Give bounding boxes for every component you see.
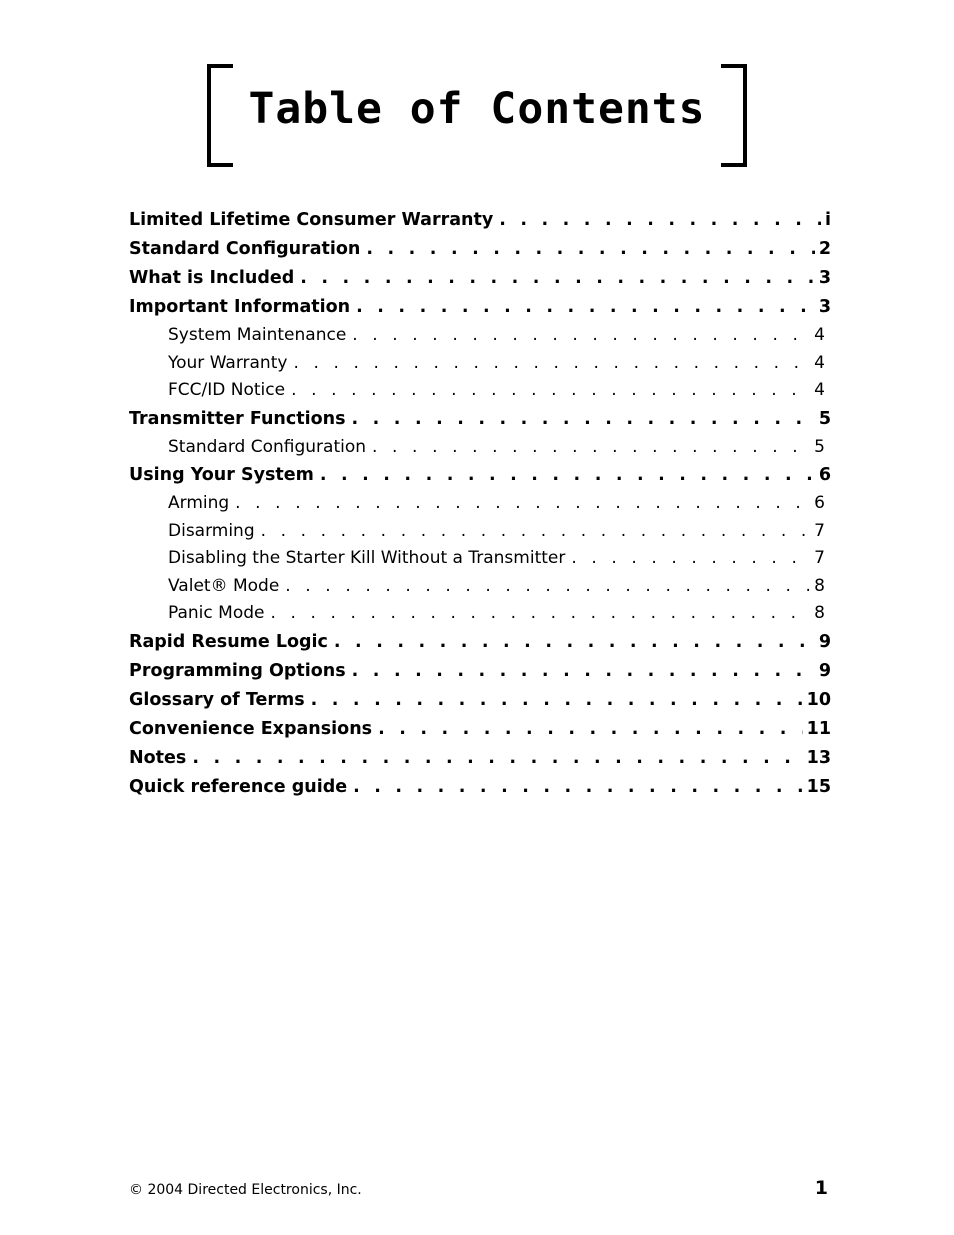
toc-entry-label: Using Your System (129, 465, 314, 485)
page-title: Table of Contents (248, 84, 706, 134)
toc-entry-page: 6 (818, 465, 831, 485)
toc-entry[interactable] (129, 461, 831, 490)
toc-entry-label: Disabling the Starter Kill Without a Transmitter (168, 548, 566, 568)
toc-entry[interactable] (129, 628, 831, 657)
toc-entry-page: 4 (814, 380, 825, 400)
toc-entry-label: System Maintenance (168, 325, 347, 345)
dot-leader (352, 657, 815, 686)
toc-entry-label: Arming (168, 493, 230, 513)
toc-entry-label: Quick reference guide (129, 776, 348, 797)
toc-entry-label: What is Included (129, 268, 295, 288)
dot-leader (285, 573, 810, 601)
toc-entry[interactable] (129, 206, 831, 235)
dot-leader (334, 628, 815, 657)
toc-entry-page: 9 (818, 660, 831, 681)
toc-entry[interactable] (168, 573, 825, 601)
dot-leader (192, 744, 802, 773)
toc-entry-label: Glossary of Terms (129, 689, 305, 710)
toc-entry[interactable] (129, 235, 831, 264)
dot-leader (235, 490, 810, 518)
toc-entry[interactable] (168, 434, 825, 462)
toc-entry[interactable] (129, 657, 831, 686)
toc-entry-label: Valet® Mode (168, 575, 280, 596)
copyright-notice: © 2004 Directed Electronics, Inc. (129, 1182, 362, 1198)
toc-entry-label: FCC/ID Notice (168, 380, 286, 400)
dot-leader (261, 518, 811, 546)
toc-entry-page: 7 (814, 520, 825, 541)
toc-entry-page: 4 (814, 325, 825, 345)
dot-leader (352, 322, 810, 350)
page-number: 1 (814, 1177, 828, 1199)
toc-entry-label: Convenience Expansions (129, 718, 373, 739)
toc-entry-label: Standard Configuration (168, 436, 367, 457)
toc-entry[interactable] (168, 545, 825, 573)
dot-leader (366, 235, 814, 264)
toc-entry-page: 9 (818, 631, 831, 652)
toc-entry-label: Disarming (168, 520, 255, 541)
toc-entry-label: Programming Options (129, 660, 346, 681)
dot-leader (270, 600, 810, 628)
dot-leader (291, 377, 810, 405)
toc-entry[interactable] (129, 293, 831, 322)
toc-entry-label: Limited Lifetime Consumer Warranty (129, 210, 494, 230)
table-of-contents (129, 206, 831, 802)
toc-entry-label: Notes (129, 747, 187, 768)
dot-leader (378, 715, 803, 744)
toc-entry[interactable] (129, 264, 831, 293)
dot-leader (352, 405, 815, 434)
toc-entry[interactable] (129, 405, 831, 434)
toc-entry-page: 5 (818, 408, 831, 429)
dot-leader (293, 350, 810, 378)
toc-entry-label: Important Information (129, 297, 351, 317)
toc-entry-page: 15 (806, 776, 831, 797)
toc-entry[interactable] (129, 744, 831, 773)
title-frame (207, 64, 747, 167)
toc-entry[interactable] (168, 490, 825, 518)
dot-leader (353, 773, 803, 802)
toc-entry-page: i (825, 210, 831, 230)
toc-entry-label: Standard Configuration (129, 239, 361, 259)
dot-leader (300, 264, 815, 293)
toc-entry-page: 10 (806, 689, 831, 710)
toc-entry[interactable] (168, 600, 825, 628)
toc-entry[interactable] (129, 686, 831, 715)
toc-entry-label: Panic Mode (168, 603, 265, 623)
toc-entry-page: 4 (814, 352, 825, 373)
right-bracket (721, 64, 747, 167)
toc-entry-page: 6 (814, 493, 825, 513)
toc-entry[interactable] (168, 350, 825, 378)
toc-entry-page: 3 (818, 268, 831, 288)
toc-entry-page: 8 (814, 603, 825, 623)
toc-entry[interactable] (129, 773, 831, 802)
toc-entry[interactable] (168, 518, 825, 546)
dot-leader (311, 686, 803, 715)
toc-entry-page: 13 (806, 747, 831, 768)
toc-entry[interactable] (168, 322, 825, 350)
dot-leader (499, 206, 821, 235)
dot-leader (356, 293, 815, 322)
dot-leader (571, 545, 810, 573)
toc-entry[interactable] (168, 377, 825, 405)
dot-leader (372, 434, 810, 462)
toc-entry-page: 11 (806, 718, 831, 739)
toc-entry-label: Your Warranty (168, 352, 288, 373)
toc-entry[interactable] (129, 715, 831, 744)
dot-leader (320, 461, 815, 490)
toc-entry-label: Transmitter Functions (129, 408, 346, 429)
toc-entry-page: 8 (814, 575, 825, 596)
toc-entry-page: 3 (818, 297, 831, 317)
toc-entry-page: 5 (814, 436, 825, 457)
toc-entry-page: 2 (818, 239, 831, 259)
toc-entry-label: Rapid Resume Logic (129, 631, 328, 652)
toc-entry-page: 7 (814, 548, 825, 568)
